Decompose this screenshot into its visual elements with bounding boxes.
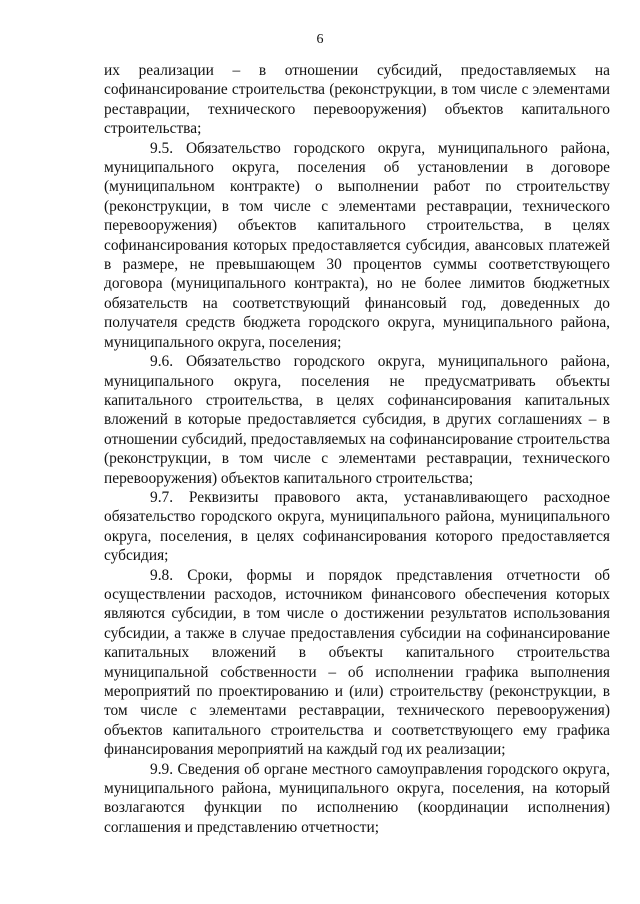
paragraph-9-6: 9.6. Обязательство городского округа, муниципального района, муниципального округа, поселения не предусматривать объекты капитального строительства, в целях софинансирования капитальных вложений в которые предоставляется субсидия, в других соглашениях – в отношении субсидий, предоставляемых на софинансирование строительства (реконструкции, в том числе с элементами реставрации, технического перевооружения) объектов капитального строительства; [104,353,610,487]
paragraph-continuation: их реализации – в отношении субсидий, предоставляемых на софинансирование строительства (реконструкции, в том числе с элементами реставрации, технического перевооружения) объектов капитального строительства; [104,62,610,138]
page-number: 6 [316,32,324,47]
paragraph-9-7: 9.7. Реквизиты правового акта, устанавливающего расходное обязательство городского округа, муниципального района, муниципального округа, поселения, в целях софинансирования которого предоставляется субсидия; [104,488,610,565]
paragraph-9-9: 9.9. Сведения об органе местного самоуправления городского округа, муниципального района, муниципального округа, поселения, на который возлагаются функции по исполнению (координации исполнения) соглашения и представлению отчетности; [104,760,610,836]
document-body [104,61,610,837]
paragraph-9-8: 9.8. Сроки, формы и порядок представления отчетности об осуществлении расходов, источником финансового обеспечения которых являются субсидии, в том числе о достижении результатов использования субсидии, а также в случае предоставления субсидии на софинансирование капитальных вложений в объекты капитального строительства муниципальной собственности – об исполнении графика выполнения мероприятий по проектированию и (или) строительству (реконструкции, в том числе с элементами реставрации, технического перевооружения) объектов капитального строительства и соответствующего ему графика финансирования мероприятий на каждый год их реализации; [104,566,610,759]
paragraph-9-5: 9.5. Обязательство городского округа, муниципального района, муниципального округа, поселения об установлении в договоре (муниципальном контракте) о выполнении работ по строительству (реконструкции, в том числе с элементами реставрации, технического перевооружения) объектов капитального строительства, в целях софинансирования которых предоставляется субсидия, авансовых платежей в размере, не превышающем 30 процентов суммы соответствующего договора (муниципального контракта), но не более лимитов бюджетных обязательств на соответствующий финансовый год, доведенных до получателя средств бюджета городского округа, муниципального района, муниципального округа, поселения; [104,139,610,351]
